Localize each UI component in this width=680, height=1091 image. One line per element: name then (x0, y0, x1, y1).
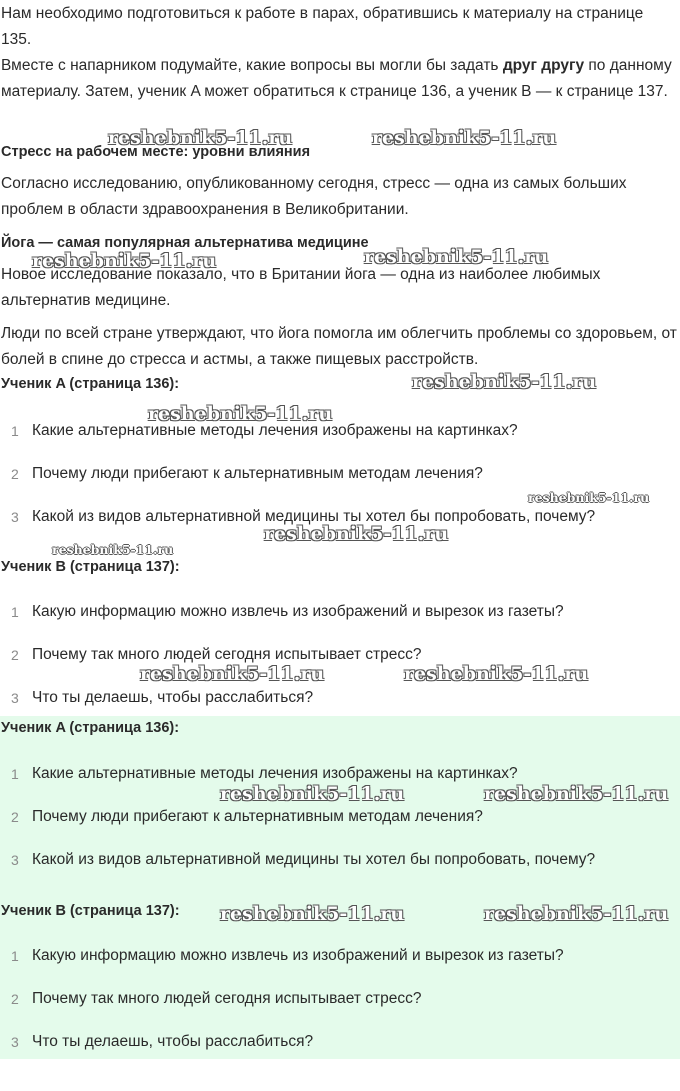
article-stress-text: Согласно исследованию, опубликованному сегодня, стресс — одна из самых больших проблем в области здравоохранения в Великобритании. (1, 175, 627, 218)
list-item-text: Какую информацию можно извлечь из изображений и вырезок из газеты? (32, 603, 564, 620)
watermark: reshebnik5-11.ru (404, 663, 589, 685)
list-item-number: 1 (11, 604, 19, 620)
list-item (0, 805, 680, 829)
list-item (0, 600, 680, 624)
list-item-text: Почему так много людей сегодня испытывает стресс? (32, 646, 422, 663)
intro-paragraph-2 (1, 53, 677, 105)
list-item-text: Какие альтернативные методы лечения изображены на картинках? (32, 765, 518, 782)
watermark: reshebnik5-11.ru (32, 250, 217, 272)
list-item (0, 462, 680, 486)
article-yoga-title: Йога — самая популярная альтернатива медицине (1, 235, 369, 251)
watermark: reshebnik5-11.ru (372, 127, 557, 149)
watermark: reshebnik5-11.ru (528, 490, 650, 505)
list-item-text: Почему люди прибегают к альтернативным методам лечения? (32, 808, 483, 825)
intro-text-before: Вместе с напарником подумайте, какие вопросы вы могли бы задать (1, 57, 503, 74)
watermark: reshebnik5-11.ru (52, 542, 174, 557)
watermark: reshebnik5-11.ru (108, 127, 293, 149)
list-item-text: Что ты делаешь, чтобы расслабиться? (32, 1033, 314, 1050)
list-item-text: Какой из видов альтернативной медицины ты хотел бы попробовать, почему? (32, 851, 596, 868)
list-item-text: Какие альтернативные методы лечения изображены на картинках? (32, 422, 518, 439)
list-item-text: Почему так много людей сегодня испытывает стресс? (32, 990, 422, 1007)
watermark: reshebnik5-11.ru (220, 903, 405, 925)
list-item (0, 1030, 680, 1054)
intro-text-after: по данному материалу. Затем, ученик A может обратиться к странице 136, а ученик B — к странице 137. (1, 57, 672, 100)
watermark: reshebnik5-11.ru (264, 523, 449, 545)
list-item-number: 1 (11, 948, 19, 964)
intro-emphasis: друг другу (502, 57, 585, 74)
list-item-number: 3 (11, 690, 19, 706)
list-item-text: Что ты делаешь, чтобы расслабиться? (32, 689, 314, 706)
list-item-number: 3 (11, 509, 19, 525)
watermark: reshebnik5-11.ru (364, 246, 549, 268)
watermark: reshebnik5-11.ru (220, 783, 405, 805)
watermark: reshebnik5-11.ru (484, 783, 669, 805)
answer-b-heading: Ученик B (страница 137): (1, 903, 180, 919)
list-item (0, 944, 680, 968)
list-item-number: 2 (11, 991, 19, 1007)
article-stress-title: Стресс на рабочем месте: уровни влияния (1, 144, 311, 160)
student-b-heading: Ученик B (страница 137): (1, 559, 180, 575)
list-item (0, 686, 680, 710)
list-item-number: 3 (11, 1034, 19, 1050)
article-yoga-text-2: Люди по всей стране утверждают, что йога помогла им облегчить проблемы со здоровьем, от болей в спине до стресса и астмы, а также пищевых расстройств. (1, 325, 677, 368)
list-item-number: 2 (11, 647, 19, 663)
watermark: reshebnik5-11.ru (140, 663, 325, 685)
list-item-number: 2 (11, 809, 19, 825)
watermark: reshebnik5-11.ru (484, 903, 669, 925)
answer-a-heading: Ученик A (страница 136): (1, 720, 180, 736)
list-item-text: Почему люди прибегают к альтернативным методам лечения? (32, 465, 483, 482)
list-item-text: Какую информацию можно извлечь из изображений и вырезок из газеты? (32, 947, 564, 964)
list-item (0, 987, 680, 1011)
list-item-number: 2 (11, 466, 19, 482)
watermark: reshebnik5-11.ru (148, 403, 333, 425)
intro-paragraph-1: Нам необходимо подготовиться к работе в парах, обратившись к материалу на странице 135. (1, 5, 644, 48)
student-a-heading: Ученик A (страница 136): (1, 376, 180, 392)
list-item (0, 419, 680, 443)
list-item-text: Какой из видов альтернативной медицины ты хотел бы попробовать, почему? (32, 508, 596, 525)
article-yoga-text-1: Новое исследование показало, что в Британии йога — одна из наиболее любимых альтернатив медицине. (1, 266, 601, 309)
watermark: reshebnik5-11.ru (412, 371, 597, 393)
list-item (0, 848, 680, 872)
list-item-number: 1 (11, 766, 19, 782)
list-item-number: 3 (11, 852, 19, 868)
list-item-number: 1 (11, 423, 19, 439)
